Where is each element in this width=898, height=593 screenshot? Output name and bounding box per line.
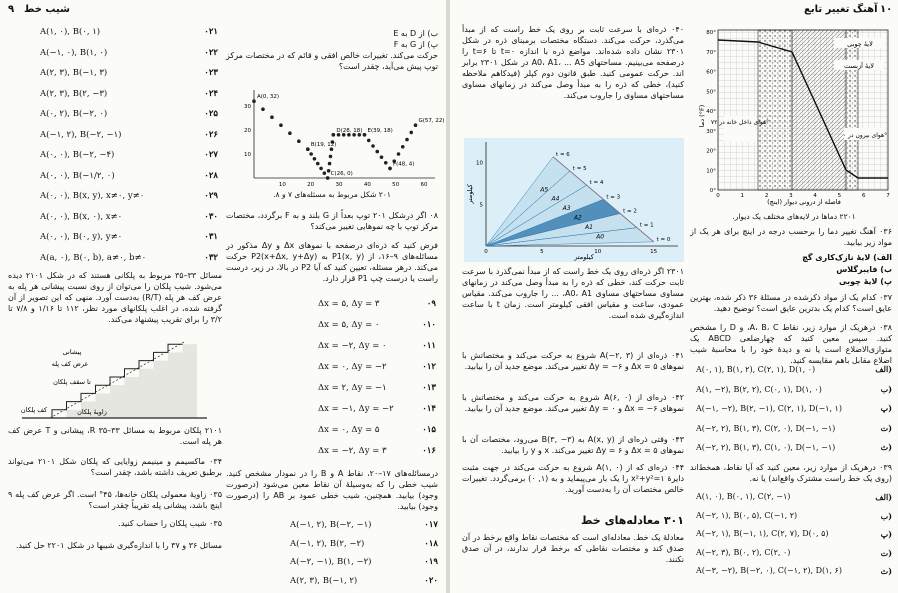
- label-insulation: لایهٔ آزبست: [843, 62, 875, 70]
- graph-y-tick: 10: [244, 152, 251, 158]
- problem-number: ۰۱۳: [422, 383, 436, 393]
- time-label: t = 3: [606, 194, 621, 201]
- formula-text: A(−۱, ۲), B(۲, −۲): [290, 538, 365, 549]
- problem-number: پ): [880, 403, 892, 413]
- ball-position-dot: [309, 152, 313, 156]
- problem-35b: ۰۳۵ شیب پلکان را حساب کنید.: [118, 519, 222, 528]
- graph-y-tick: 30: [244, 104, 251, 110]
- final-pair-item: [290, 553, 438, 572]
- problem-number: ۰۱۶: [422, 446, 436, 456]
- problem-pair-item: [40, 22, 218, 43]
- collinear-item: [696, 507, 892, 526]
- problem-39: ۰۳۹ درهریک از موارد زیر، معین کنید که آیا نقاط، همخط‌اند (روی یک خط راست مشترک واقع‌اند) یا نه.: [690, 463, 892, 483]
- stair-label-riser: پیشانی: [62, 348, 82, 356]
- chart-y-tick: 20°: [706, 148, 716, 155]
- problem-number: ۰۱۱: [422, 341, 436, 351]
- time-label: t = 2: [623, 208, 637, 215]
- problem-number: ۰۲۸: [204, 170, 218, 181]
- formula-text: A(۱, ۰), B(۰, ۱), C(۲, −۱): [696, 492, 791, 501]
- stair-fill: [125, 377, 140, 418]
- layer-plaster: [758, 30, 792, 190]
- formula-text: Δx = ۵, Δy = ۳: [318, 299, 380, 309]
- formula-text: A(−۱, −۲), B(۲, −۱), C(۲, ۱), D(−۱, ۱): [696, 404, 842, 413]
- chart-y-tick: 30°: [706, 128, 716, 135]
- time-label: t = 1: [639, 222, 654, 229]
- graph-point-label: F(48, 4): [393, 161, 415, 168]
- formula-text: A(۰, ۰), B(−۱/۲, ۰): [40, 170, 115, 181]
- collinear-list: [696, 488, 892, 581]
- kepler-x-label: کیلومتر: [574, 253, 594, 261]
- graph-x-tick: 10: [278, 182, 286, 188]
- chart-y-tick: 40°: [706, 109, 716, 115]
- formula-text: A(۰, ۰), B(x, ۰), x≠۰: [40, 211, 123, 222]
- problem-43: ۰۴۳ وقتی ذره‌ای از A(x, y) به B(۳, −۳) می‌رود، مختصات آن با نموهای Δx = ۵ و Δy = ۶ تغییر می‌کند. x و y را بیابید.: [462, 435, 684, 455]
- formula-text: A(a, ۰), B(۰, b), a≠۰, b≠۰: [40, 252, 147, 263]
- increment-item: [318, 399, 436, 420]
- ball-position-dot: [313, 157, 317, 161]
- formula-text: Δx = ۰, Δy = −۲: [318, 362, 387, 372]
- formula-text: A(۰, ۰), B(x, y), x≠۰, y≠۰: [40, 191, 145, 201]
- problems-17-20-intro: درمسائله‌های ۱۷–۲۰، نقاط A و B را در نمودار مشخص کنید. شیب خطی را که به‌وسیلهٔ آن نقاط معین می‌شود (درصورت وجود) بیابید. همچنین، شیب خطی عمود بر AB را (درصورت وجود) بیابید.: [226, 469, 439, 511]
- graph-x-tick: 40: [363, 182, 371, 188]
- right-page: [450, 0, 898, 593]
- formula-text: A(۲, ۳), B(۲, −۳): [40, 88, 108, 99]
- chart-x-axis-label: فاصله از درونی دیوار (اینچ): [767, 198, 841, 206]
- quadrilateral-item: [696, 360, 892, 380]
- chart-y-axis-label: دما (°F): [698, 104, 706, 128]
- formula-text: A(−۲, ۳), B(۰, ۲), C(۲, ۰): [696, 547, 791, 557]
- increment-item: [318, 357, 436, 378]
- ball-position-dot: [367, 139, 371, 143]
- label-dry-layer: لایهٔ چوبی: [847, 40, 873, 48]
- figure-2201-caption: ۲۲۰۱ دماها در لایه‌های مختلف یک دیوار.: [732, 212, 856, 221]
- problem-number: ۰۱۸: [424, 538, 438, 549]
- ball-position-dot: [270, 115, 274, 119]
- graph-point-label: D(28, 18): [336, 127, 363, 134]
- problem-41: ۰۴۱ ذره‌ای از A(−۲, ۳) شروع به حرکت می‌کند و مختصاتش با نموهای Δx = ۵ و Δy = −۶ تغییر می‌کند. موضع جدید آن را بیابید.: [462, 351, 684, 371]
- kepler-y-tick: 10: [476, 160, 483, 167]
- ball-position-dot: [363, 133, 367, 137]
- increment-item: [318, 441, 436, 462]
- figure-201-caption: ۲۰۱ شکل مربوط به مسئله‌های ۷ و ۸.: [273, 190, 391, 199]
- label-air-inside: هوای داخل خانه در ۷۲°: [710, 119, 770, 126]
- formula-text: A(۰, ۰), B(۰, y), y≠۰: [40, 232, 123, 242]
- problem-pair-item: [40, 125, 218, 146]
- final-pairs-list: [290, 516, 438, 590]
- formula-text: A(۰, ۱), B(۱, ۲), C(۲, ۱), D(۱, ۰): [696, 365, 816, 374]
- stair-label-landing: کف پلکان: [20, 406, 48, 414]
- ball-position-dot: [306, 147, 310, 151]
- chart-y-tick: 10°: [706, 168, 716, 175]
- formula-text: Δx = −۲, Δy = ۳: [318, 446, 387, 456]
- section-title: ۳۰۱ معادله‌های خط: [581, 514, 684, 527]
- problem-number: ۰۲۶: [204, 129, 218, 140]
- problem-number: ۰۳۰: [204, 211, 218, 222]
- area-label: A4: [551, 195, 560, 203]
- formula-text: A(−۱, ۲), B(−۲, −۱): [290, 520, 372, 530]
- problem-number: ۰۹: [426, 299, 436, 309]
- problem-pairs-list: [40, 22, 218, 268]
- stair-label-tread: عرض کف پله: [51, 360, 89, 368]
- ball-position-dot: [252, 99, 256, 103]
- quadrilateral-item: [696, 399, 892, 419]
- quadrilateral-item: [696, 438, 892, 458]
- chart-y-tick: 80°: [706, 30, 716, 36]
- graph-x-tick: 60: [420, 182, 428, 188]
- area-label: A3: [562, 205, 571, 213]
- problem-38: ۰۳۸ درهریک از موارد زیر، نقاط A، B، C، و D را مشخص کنید. سپس معین کنید که چهارضلعی ABCD یک متوازی‌الاضلاع است یا نه و دیدهٔ خود را با محاسبهٔ شیب اضلاع مقابل باهم مقایسه کنید.: [690, 323, 893, 365]
- problem-number: ۰۱۰: [422, 320, 436, 330]
- running-header-right: آهنگ تغییر تابع: [804, 4, 878, 15]
- graph-x-tick: 50: [392, 182, 400, 188]
- problem-40: ۰۴۰ ذره‌ای با سرعت ثابت بر روی یک خط راست که از مبدأ می‌گذرد، حرکت می‌کند. دستگاه مختصات برمبنای ذره در شکل ۲۳۰۱ نشان داده شده‌اند. مواضع ذره با اندازه t=۰ تا t=۶ را درصفحه می‌بینیم. مساحتهای A0، A1، ... A5 در شکل ۲۳۰۱ برابر اند. حرکت عمومی کنید. طبق قانون دوم کپلر (فیدکاهم ملاحظه کنید)، خطی که ذره را به مبدأ وصل می‌کند در زمانهای مساوی مساحتهای مساوی را جاروب می‌کند.: [462, 25, 685, 100]
- problem-number: پ): [880, 529, 892, 539]
- ball-position-dot: [375, 150, 379, 154]
- formula-text: A(−۱, ۲), B(−۲, −۱): [40, 129, 122, 140]
- problem-number: ۰۲۱: [204, 27, 218, 37]
- problem-pair-item: [40, 104, 218, 125]
- area-label: A0: [596, 233, 605, 241]
- graph-x-tick: 20: [307, 182, 315, 188]
- problem-number: ۰۲۴: [204, 88, 218, 99]
- collinear-item: [696, 488, 892, 507]
- kepler-x-tick: 5: [540, 249, 544, 255]
- kepler-area-chart: [464, 138, 684, 262]
- formula-text: A(−۱, ۰), B(۱, ۰): [40, 47, 108, 58]
- problem-pair-item: [40, 207, 218, 228]
- formula-text: Δx = −۲, Δy = ۰: [318, 341, 387, 351]
- ball-position-dot: [409, 131, 413, 135]
- ball-position-dot: [329, 155, 333, 159]
- ball-position-dot: [405, 138, 409, 142]
- area-label: A1: [585, 224, 593, 232]
- increment-item: [318, 294, 436, 315]
- ball-position-dot: [261, 107, 265, 111]
- problem-number: ب): [880, 383, 892, 394]
- problem-number: ۰۱۴: [422, 404, 436, 414]
- final-pair-item: [290, 572, 438, 591]
- kepler-x-tick: 15: [650, 249, 658, 255]
- problem-number: ۰۲۲: [204, 47, 218, 58]
- formula-text: A(−۲, ۲), B(۱, ۳), C(۲, ۰), D(−۱, −۱): [696, 423, 836, 433]
- ball-position-dot: [279, 123, 283, 127]
- formula-text: A(۱, −۲), B(۲, ۲), C(۰, ۱), D(۱, ۰): [696, 384, 822, 394]
- problem-number: ۰۲۳: [204, 68, 218, 78]
- problem-42: ۰۴۲ ذره‌ای از A(۶, ۰) شروع به حرکت می‌کند و مختصاتش با نموهای Δx = −۶ و Δy = ۰ تغییر می‌کند. موضع جدید آن را بیابید.: [462, 393, 684, 413]
- formula-text: A(۰, ۰), B(−۲, −۴): [40, 150, 115, 160]
- chart-x-tick: 5: [837, 193, 842, 199]
- ball-position-dot: [328, 162, 332, 166]
- ball-position-dot: [371, 144, 375, 148]
- ball-position-dot: [319, 167, 323, 171]
- chart-x-tick: 3: [789, 193, 793, 199]
- problem-number: ۰۲۰: [424, 575, 438, 586]
- problem-number: ث): [880, 566, 892, 576]
- collinear-item: [696, 562, 892, 581]
- ball-motion-question: ب) از D به E پ) از G به F حرکت می‌کند. تغییرات خالص افقی و قائم که در مختصات مرکز توپ پیش می‌آید، چقدر است؟: [226, 29, 438, 71]
- quadrilateral-item: [696, 419, 892, 439]
- ball-position-dot: [332, 133, 336, 137]
- problem-number: ۰۱۷: [424, 520, 438, 530]
- chart-x-tick: 2: [764, 193, 769, 199]
- ball-position-dot: [316, 162, 320, 166]
- formula-text: Δx = ۵, Δy = ۰: [318, 320, 380, 330]
- problem-35a: ۰۳۵ زاویهٔ معمولی پلکان خانه‌ها، ۴۵° است. اگر عرض کف پله ۹ اینچ باشد، پیشانی پله تقریباً چقدر است؟: [8, 490, 222, 510]
- stair-diagram: [12, 332, 212, 424]
- problem-number: ث): [880, 442, 892, 452]
- problem-pair-item: [40, 248, 218, 269]
- formula-text: Δx = −۱, Δy = −۲: [318, 404, 394, 414]
- problems-36-37-note: مسائل ۳۶ و ۳۷ را با اندازه‌گیری شیبها در شکل ۲۲۰۱ حل کنید.: [15, 541, 222, 550]
- material-item: الف) لایهٔ نازک‌کاری گچ: [802, 253, 892, 262]
- formula-text: A(۰, ۲), B(−۲, ۰): [40, 109, 108, 119]
- ball-position-dot: [380, 155, 384, 159]
- problem-number: ب): [880, 510, 892, 521]
- formula-text: A(−۳, −۲), B(−۲, ۰), C(−۱, ۲), D(۱, ۶): [696, 566, 842, 575]
- problem-number: ۰۳۲: [204, 252, 218, 263]
- problem-number: ت): [880, 547, 892, 558]
- formula-text: A(−۲, −۱), B(۱, −۲): [290, 557, 372, 567]
- chart-x-tick: 4: [813, 193, 817, 199]
- material-item: ب) فایبرگلاس: [836, 265, 892, 274]
- ball-position-dot: [401, 145, 405, 149]
- ball-position-dot: [288, 131, 292, 135]
- increments-intro: فرض کنید که ذره‌ای درصفحه با نموهای Δx و Δy مذکور در مسائله‌های ۹–۱۶، از P1(x, y) به P2(x+Δx, y+Δy) حرکت می‌کند. درهر مسئله، تعیین کنید که آیا P2 در بالا، در زیر، درست راست یا درست چپ P1 قرار دارد.: [226, 241, 438, 283]
- formula-text: Δx = ۲, Δy = −۱: [318, 383, 387, 393]
- stair-fill: [183, 344, 198, 418]
- chart-x-tick: 7: [886, 193, 890, 199]
- graph-point-label: G(57, 22): [418, 118, 445, 125]
- left-page: [0, 0, 446, 593]
- problem-number: ۰۲۹: [204, 191, 218, 201]
- problem-pair-item: [40, 227, 218, 248]
- area-label: A5: [540, 186, 549, 194]
- chart-x-tick: 0: [716, 193, 720, 199]
- increment-item: [318, 420, 436, 441]
- figure-2101-caption: ۲۱۰۱ پلکان مربوط به مسائل ۳۳–۳۵ R، پیشانی و T عرض کف هر پله است.: [8, 426, 223, 446]
- problem-number: الف): [875, 364, 892, 374]
- problem-pair-item: [40, 166, 218, 187]
- problem-44: ۰۴۴ ذره‌ای که از A(۱, ۰) شروع به حرکت می‌کند در جهت مثبت دایرهٔ x²+y²=۱ را یک بار می‌پیماید و به (۱, ۰) برمی‌گردد. تغییرات خالص مختصات آن را به‌دست آورید.: [462, 463, 685, 494]
- problem-number: ۰۲۵: [204, 109, 218, 119]
- time-label: t = 6: [556, 151, 570, 158]
- final-pair-item: [290, 516, 438, 535]
- chart-x-tick: 6: [861, 193, 866, 199]
- page-number-right: ۱۰: [880, 4, 893, 15]
- wall-temperature-chart: [694, 20, 894, 210]
- problem-number: ت): [880, 422, 892, 433]
- final-pair-item: [290, 535, 438, 554]
- chart-x-tick: 1: [740, 193, 745, 199]
- ball-position-dot: [323, 171, 327, 175]
- problem-34: ۰۳۴ ماکسیمم و مینیمم زوایایی که پلکان شکل ۲۱۰۱ می‌تواند برطبق تعریف داشته باشد، چقدر است؟: [8, 457, 222, 477]
- chart-y-tick: 0°: [709, 188, 716, 194]
- problem-37: ۰۳۷ کدام یک از مواد ذکرشده در مسئلهٔ ۳۶ ذکر شده، بهترین عایق است؟ کدام یک بدترین عایق است؟ توضیح دهید.: [690, 293, 892, 313]
- graph-x-tick: 30: [335, 182, 343, 188]
- kepler-x-tick: 0: [484, 249, 488, 255]
- problem-pair-item: [40, 63, 218, 84]
- label-air-outside: هوای بیرون در ۰°: [842, 132, 888, 139]
- stair-fill: [139, 369, 154, 418]
- collinear-item: [696, 544, 892, 563]
- problem-number: ۰۱۲: [422, 362, 436, 372]
- problem-pair-item: [40, 84, 218, 105]
- problem-36: ۰۳۶ آهنگ تغییر دما را برحسب درجه در اینچ برای هر یک از مواد زیر بیابید.: [690, 227, 892, 247]
- time-label: t = 0: [656, 236, 671, 243]
- increment-item: [318, 378, 436, 399]
- page-number-left: ۹: [8, 4, 15, 15]
- kepler-x-tick: 10: [594, 249, 602, 255]
- stair-steps: [22, 344, 197, 418]
- formula-text: A(−۲, ۱), B(−۱, ۱), C(۲, ۷), D(۰, ۵): [696, 529, 829, 538]
- formula-text: A(−۲, ۱), B(۰, ۵), C(−۱, ۲): [696, 510, 798, 520]
- graph-point-label: B(19, 12): [310, 142, 337, 149]
- ball-position-dot: [384, 161, 388, 165]
- formula-text: A(۲, ۳), B(−۱, ۳): [40, 68, 108, 78]
- ball-path-graph: [230, 86, 445, 188]
- chart-y-tick: 70°: [706, 49, 716, 56]
- ball-position-dot: [297, 139, 301, 143]
- kepler-y-tick: 5: [479, 202, 483, 209]
- figure-2301-caption: ۲۳۰۱ اگر ذره‌ای روی یک خط راست که از مبدأ نمی‌گذرد با سرعت ثابت حرکت کند، خطی که ذره را به مبدأ وصل می‌کند در زمانهای مساوی مساحتهای مساوی A0، A1، ... را جاروب می‌کند. مقیاس عمودی، ساعت و مقیاس افقی کیلومتر است. زمان t با ساعت اندازه‌گیری شده است.: [462, 267, 684, 320]
- formula-text: Δx = ۰, Δy = ۵: [318, 425, 380, 435]
- time-label: t = 5: [572, 166, 587, 172]
- problem-number: ۰۳۱: [204, 232, 218, 242]
- chart-y-tick: 60°: [706, 69, 716, 76]
- stair-fill: [154, 361, 169, 418]
- time-label: t = 4: [589, 180, 604, 187]
- stair-label-angle: زاویهٔ پلکان: [77, 408, 107, 416]
- chart-y-tick: 50°: [706, 89, 716, 96]
- increments-list: [318, 294, 436, 462]
- area-label: A2: [573, 214, 582, 222]
- layer-wood: [846, 30, 858, 190]
- graph-point-label: C(26, 0): [330, 171, 353, 177]
- stair-fill: [110, 385, 125, 418]
- formula-text: A(۲, ۳), B(−۱, ۲): [290, 575, 358, 586]
- section-intro: معادلهٔ یک خط. معادله‌ای است که مختصات نقاط واقع برخط در آن صدق کند و مختصات نقاطی که برخط قرار ندارند، در آن صدق نکنند.: [462, 533, 684, 564]
- increment-item: [318, 336, 436, 357]
- problems-33-35-intro: مسائل ۳۳–۳۵ مربوط به پلکانی هستند که در شکل ۲۱۰۱ دیده می‌شود. شیب پلکان را می‌توان از روی نسبت پیشانی هر پله به عرض کف هر پله (R/T) به‌دست آورد. منهی که این تصویر از آن گرفته شده، در اغلب پلکانهای مورد نظر، ۱۱۲ تا ۱/۱۶ و ۷/۸ تا ۳/۲ را برای تقریب پیشنهاد می‌کند.: [8, 271, 222, 324]
- stair-fill: [168, 352, 183, 418]
- problem-number: ۰۲۷: [204, 150, 218, 160]
- quadrilateral-item: [696, 380, 892, 400]
- graph-point-label: A(0, 32): [257, 94, 280, 101]
- graph-point-label: E(39, 18): [367, 127, 393, 134]
- materials-list: [690, 252, 892, 288]
- problem-8: ۰۸ اگر درشکل ۲۰۱ توپ بعداً از G بلند و به F برگردد، مختصات مرکز توپ با چه نموهایی تغییر می‌کند؟: [226, 211, 438, 231]
- problem-number: ۰۱۹: [424, 557, 438, 567]
- increment-item: [318, 315, 436, 336]
- stair-label-ceiling: تا سقف پلکان: [53, 378, 91, 386]
- running-header-left: شیب خط: [24, 4, 70, 15]
- problem-number: ۰۱۵: [422, 425, 436, 435]
- formula-text: A(−۲, ۲), B(۱, ۳), C(۱, ۰), D(−۱, −۱): [696, 443, 836, 452]
- quadrilaterals-list: [696, 360, 892, 458]
- problem-number: الف): [875, 492, 892, 502]
- problem-pair-item: [40, 186, 218, 207]
- ball-position-dot: [414, 123, 418, 127]
- ball-position-dot: [326, 176, 330, 180]
- kepler-y-label: کیلومتر: [466, 184, 474, 204]
- formula-text: A(۱, ۰), B(۰, ۱): [40, 27, 101, 37]
- material-item: پ) لایهٔ چوبی: [839, 277, 892, 286]
- ball-position-dot: [397, 152, 401, 156]
- problem-pair-item: [40, 43, 218, 64]
- collinear-item: [696, 525, 892, 544]
- graph-y-tick: 20: [244, 128, 251, 134]
- problem-pair-item: [40, 145, 218, 166]
- ball-position-dot: [388, 167, 392, 171]
